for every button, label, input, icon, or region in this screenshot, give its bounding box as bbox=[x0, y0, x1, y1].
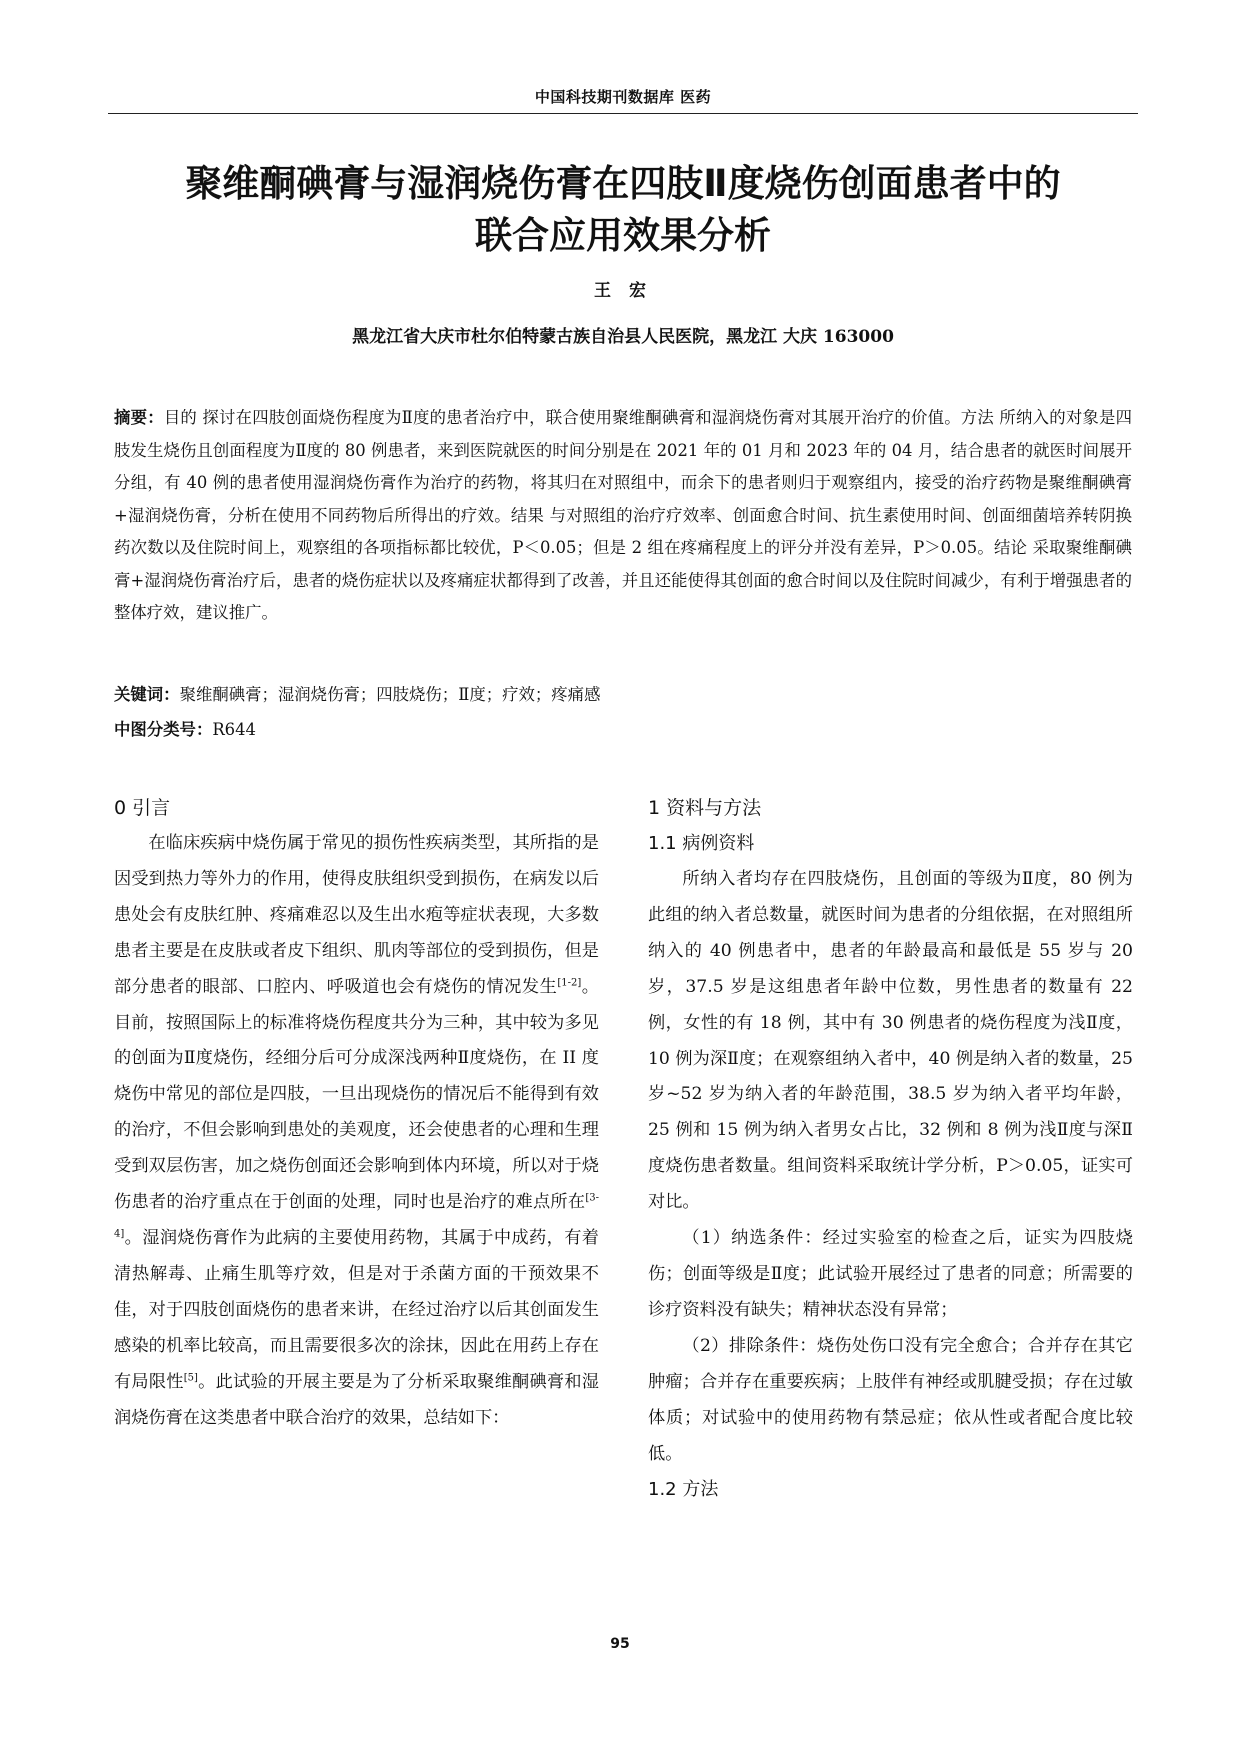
subsection-heading-case-data: 1.1 病例资料 bbox=[648, 833, 755, 854]
reference-3[interactable]: [5] bbox=[183, 1371, 198, 1383]
title-line-1: 聚维酮碘膏与湿润烧伤膏在四肢Ⅱ度烧伤创面患者中的 bbox=[185, 162, 1061, 205]
abstract bbox=[114, 402, 1132, 630]
intro-text-1: 在临床疾病中烧伤属于常见的损伤性疾病类型，其所指的是因受到热力等外力的作用，使得皮肤组织受到损伤，在病发以后患处会有皮肤红肿、疼痛难忍以及生出水疱等症状表现，大多数患者主要是在皮肤或者皮下组织、肌肉等部位的受到损伤，但是部分患者的眼部、口腔内、呼吸道也会有烧伤的情况发生 bbox=[114, 833, 599, 997]
reference-2[interactable]: [3-4] bbox=[114, 1192, 599, 1240]
reference-1[interactable]: [1-2] bbox=[557, 976, 582, 988]
keywords bbox=[114, 682, 1132, 708]
right-column bbox=[648, 790, 1133, 1508]
title-line-2: 联合应用效果分析 bbox=[475, 214, 771, 257]
intro-text-3: 。湿润烧伤膏作为此病的主要使用药物，其属于中成药，有着清热解毒、止痛生肌等疗效，但是对于杀菌方面的干预效果不佳，对于四肢创面烧伤的患者来讲，在经过治疗以后其创面发生感染的机率比较高，而且需要很多次的涂抹，因此在用药上存在有局限性 bbox=[114, 1227, 599, 1392]
paper-title bbox=[108, 158, 1138, 262]
subsection-heading-methods: 1.2 方法 bbox=[648, 1479, 719, 1501]
left-column bbox=[114, 790, 599, 1436]
classification-number bbox=[114, 717, 1132, 743]
abstract-label: 摘要： bbox=[114, 408, 164, 427]
keywords-text: 聚维酮碘膏；湿润烧伤膏；四肢烧伤；Ⅱ度；疗效；疼痛感 bbox=[179, 685, 601, 704]
author: 王 宏 bbox=[594, 281, 652, 301]
intro-text-4: 。此试验的开展主要是为了分析采取聚维酮碘膏和湿润烧伤膏在这类患者中联合治疗的效果，总结如下： bbox=[114, 1371, 599, 1428]
keywords-label: 关键词： bbox=[114, 685, 180, 704]
section-heading-introduction: 0 引言 bbox=[114, 797, 171, 819]
exclusion-criteria-paragraph: （2）排除条件：烧伤处伤口没有完全愈合；合并存在其它肿瘤；合并存在重要疾病；上肢伴有神经或肌腱受损；存在过敏体质；对试验中的使用药物有禁忌症；依从性或者配合度比较低。 bbox=[648, 1335, 1133, 1464]
section-heading-materials-methods: 1 资料与方法 bbox=[648, 797, 762, 819]
introduction-paragraph bbox=[114, 826, 599, 1436]
case-data-paragraph: 所纳入者均存在四肢烧伤，且创面的等级为Ⅱ度，80 例为此组的纳入者总数量，就医时间为患者的分组依据，在对照组所纳入的 40 例患者中，患者的年龄最高和最低是 55 岁与 20 岁，37.5 岁是这组患者年龄中位数，男性患者的数量有 22 例，女性的有 18 例，其中有 30 例患者的烧伤程度为浅Ⅱ度，10 例为深Ⅱ度；在观察组纳入者中，40 例是纳入者的数量，25 岁~52 岁为纳入者的年龄范围，38.5 岁为纳入者平均年龄，25 例和 15 例为纳入者男女占比，32 例和 8 例为浅Ⅱ度与深Ⅱ度烧伤患者数量。组间资料采取统计学分析，P＞0.05，证实可对比。 bbox=[648, 869, 1133, 1213]
header-rule bbox=[108, 113, 1138, 114]
clc-label: 中图分类号： bbox=[114, 720, 213, 739]
intro-text-2: 。目前，按照国际上的标准将烧伤程度共分为三种，其中较为多见的创面为Ⅱ度烧伤，经细分后可分成深浅两种Ⅱ度烧伤，在 II 度烧伤中常见的部位是四肢，一旦出现烧伤的情况后不能得到有效的治疗，不但会影响到患处的美观度，还会使患者的心理和生理受到双层伤害，加之烧伤创面还会影响到体内环境，所以对于烧伤患者的治疗重点在于创面的处理，同时也是治疗的难点所在 bbox=[114, 976, 599, 1213]
clc-text: R644 bbox=[212, 720, 256, 739]
journal-header: 中国科技期刊数据库 医药 bbox=[534, 88, 712, 106]
page-number: 95 bbox=[610, 1636, 630, 1652]
affiliation: 黑龙江省大庆市杜尔伯特蒙古族自治县人民医院，黑龙江 大庆 163000 bbox=[352, 327, 894, 347]
inclusion-criteria-paragraph: （1）纳选条件：经过实验室的检查之后，证实为四肢烧伤；创面等级是Ⅱ度；此试验开展经过了患者的同意；所需要的诊疗资料没有缺失；精神状态没有异常； bbox=[648, 1228, 1133, 1320]
abstract-text: 目的 探讨在四肢创面烧伤程度为Ⅱ度的患者治疗中，联合使用聚维酮碘膏和湿润烧伤膏对其展开治疗的价值。方法 所纳入的对象是四肢发生烧伤且创面程度为Ⅱ度的 80 例患者，来到医院就医的时间分别是在 2021 年的 01 月和 2023 年的 04 月，结合患者的就医时间展开分组，有 40 例的患者使用湿润烧伤膏作为治疗的药物，将其归在对照组中，而余下的患者则归于观察组内，接受的治疗药物是聚维酮碘膏+湿润烧伤膏，分析在使用不同药物后所得出的疗效。结果 与对照组的治疗疗效率、创面愈合时间、抗生素使用时间、创面细菌培养转阴换药次数以及住院时间上，观察组的各项指标都比较优，P＜0.05；但是 2 组在疼痛程度上的评分并没有差异，P＞0.05。结论 采取聚维酮碘膏+湿润烧伤膏治疗后，患者的烧伤症状以及疼痛症状都得到了改善，并且还能使得其创面的愈合时间以及住院时间减少，有利于增强患者的整体疗效，建议推广。 bbox=[114, 408, 1133, 622]
